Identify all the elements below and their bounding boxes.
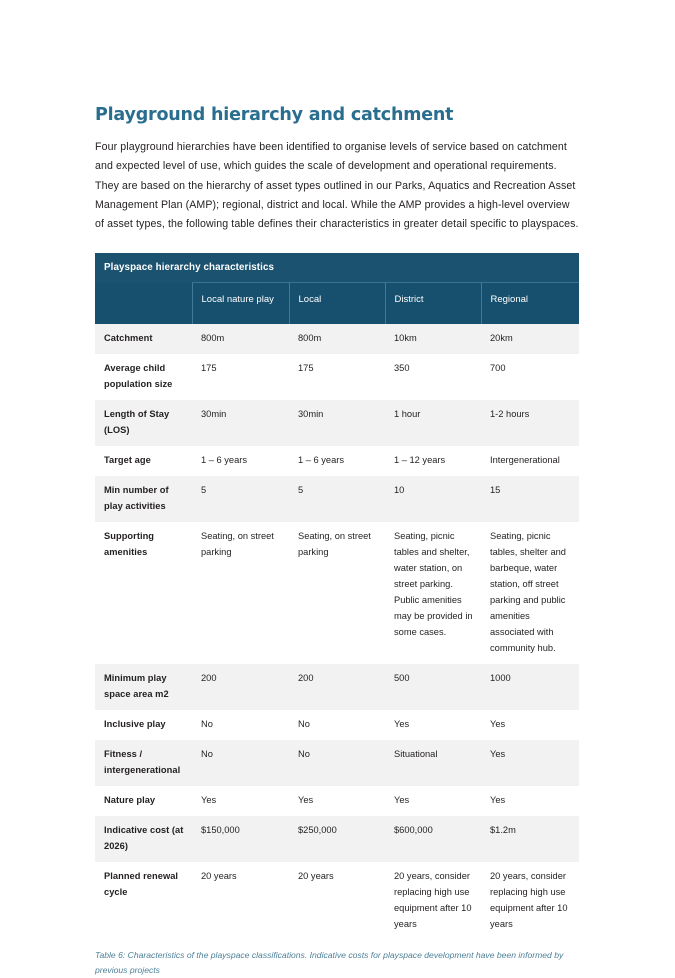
row-label: Planned renewal cycle <box>95 862 192 940</box>
row-cell: 200 <box>192 664 289 710</box>
row-cell: 30min <box>289 400 385 446</box>
table-column-header-row <box>95 283 579 324</box>
row-cell: No <box>192 740 289 786</box>
table-caption: Table 6: Characteristics of the playspace classifications. Indicative costs for playspace development have been informed by previous projects <box>95 949 564 975</box>
row-cell: $250,000 <box>289 816 385 862</box>
row-cell: 20 years <box>289 862 385 940</box>
row-label: Min number of play activities <box>95 476 192 522</box>
table-row <box>95 740 579 786</box>
row-cell: 1000 <box>481 664 579 710</box>
row-cell: 700 <box>481 354 579 400</box>
table-row <box>95 862 579 940</box>
row-label: Indicative cost (at 2026) <box>95 816 192 862</box>
table-row <box>95 664 579 710</box>
document-content <box>95 105 579 978</box>
column-header-local: Local <box>289 283 385 324</box>
row-cell: 1 – 12 years <box>385 446 481 476</box>
table-row <box>95 324 579 354</box>
column-header-regional: Regional <box>481 283 579 324</box>
row-cell: Situational <box>385 740 481 786</box>
row-cell: Yes <box>481 710 579 740</box>
row-cell: Seating, picnic tables and shelter, water station, on street parking. Public amenities may be provided in some cases. <box>385 522 481 664</box>
row-cell: 1 – 6 years <box>289 446 385 476</box>
row-label: Catchment <box>95 324 192 354</box>
row-cell: Yes <box>289 786 385 816</box>
row-cell: 175 <box>192 354 289 400</box>
table-row <box>95 816 579 862</box>
table-title-row <box>95 253 579 283</box>
row-label: Length of Stay (LOS) <box>95 400 192 446</box>
row-cell: Seating, on street parking <box>192 522 289 664</box>
row-cell: 15 <box>481 476 579 522</box>
row-cell: 500 <box>385 664 481 710</box>
row-cell: 1-2 hours <box>481 400 579 446</box>
column-header-district: District <box>385 283 481 324</box>
row-cell: 5 <box>192 476 289 522</box>
row-cell: 800m <box>289 324 385 354</box>
table-row <box>95 476 579 522</box>
row-cell: Seating, picnic tables, shelter and barbeque, water station, off street parking and public amenities associated with community hub. <box>481 522 579 664</box>
row-cell: Yes <box>481 786 579 816</box>
row-cell: 175 <box>289 354 385 400</box>
row-cell: $1.2m <box>481 816 579 862</box>
table-row <box>95 522 579 664</box>
column-header-corner <box>95 283 192 324</box>
row-cell: 1 – 6 years <box>192 446 289 476</box>
row-cell: Yes <box>192 786 289 816</box>
table-row <box>95 354 579 400</box>
table-body <box>95 324 579 940</box>
row-cell: No <box>192 710 289 740</box>
row-cell: 5 <box>289 476 385 522</box>
table-row <box>95 786 579 816</box>
table-row <box>95 400 579 446</box>
row-cell: 350 <box>385 354 481 400</box>
row-cell: Seating, on street parking <box>289 522 385 664</box>
row-cell: 30min <box>192 400 289 446</box>
row-label: Minimum play space area m2 <box>95 664 192 710</box>
page-title: Playground hierarchy and catchment <box>95 105 454 125</box>
row-cell: No <box>289 710 385 740</box>
row-cell: $150,000 <box>192 816 289 862</box>
row-cell: 10 <box>385 476 481 522</box>
row-cell: Yes <box>385 710 481 740</box>
row-label: Inclusive play <box>95 710 192 740</box>
playspace-hierarchy-table <box>95 253 579 939</box>
row-cell: $600,000 <box>385 816 481 862</box>
table-row <box>95 446 579 476</box>
row-label: Average child population size <box>95 354 192 400</box>
row-cell: No <box>289 740 385 786</box>
row-cell: Yes <box>481 740 579 786</box>
row-cell: 20 years, consider replacing high use equipment after 10 years <box>385 862 481 940</box>
row-cell: 20 years, consider replacing high use equipment after 10 years <box>481 862 579 940</box>
row-cell: 20 years <box>192 862 289 940</box>
row-cell: Intergenerational <box>481 446 579 476</box>
row-label: Target age <box>95 446 192 476</box>
row-label: Nature play <box>95 786 192 816</box>
table-title: Playspace hierarchy characteristics <box>95 253 579 283</box>
table-row <box>95 710 579 740</box>
row-label: Supporting amenities <box>95 522 192 664</box>
row-cell: 1 hour <box>385 400 481 446</box>
column-header-local-nature-play: Local nature play <box>192 283 289 324</box>
row-cell: 800m <box>192 324 289 354</box>
table-header <box>95 253 579 324</box>
row-cell: 10km <box>385 324 481 354</box>
row-cell: 20km <box>481 324 579 354</box>
row-label: Fitness / intergenerational <box>95 740 192 786</box>
intro-paragraph: Four playground hierarchies have been identified to organise levels of service based on catchment and expected level of use, which guides the scale of development and operational requirements. They are based on the hierarchy of asset types outlined in our Parks, Aquatics and Recreation Asset Management Plan (AMP); regional, district and local. While the AMP provides a high-level overview of asset types, the following table defines their characteristics in greater detail specific to playspaces. <box>95 141 579 231</box>
row-cell: 200 <box>289 664 385 710</box>
row-cell: Yes <box>385 786 481 816</box>
